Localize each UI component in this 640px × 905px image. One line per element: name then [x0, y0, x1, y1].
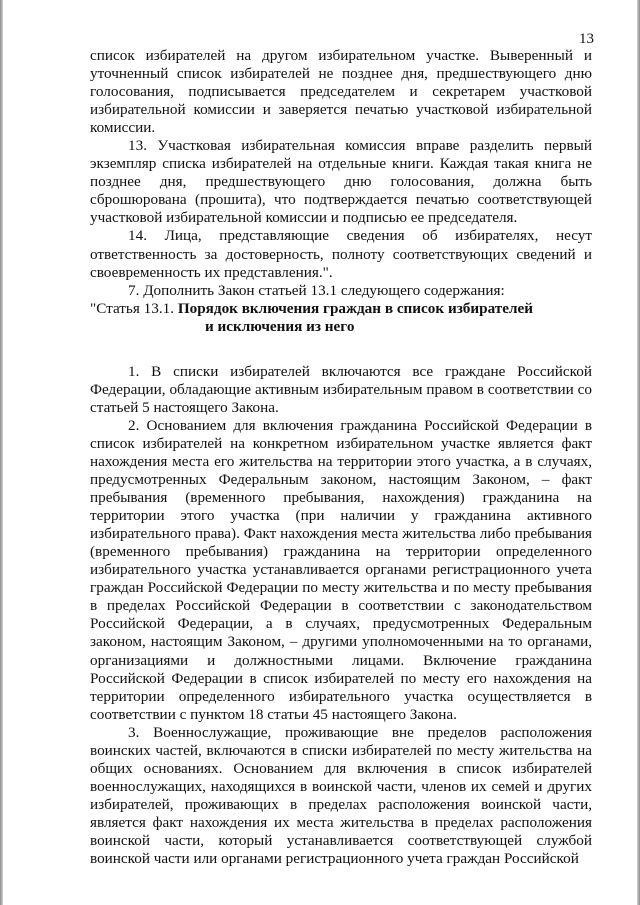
paragraph-item-14: 14. Лица, представляющие сведения об избирателях, несут ответственность за достоверность, полноту соответствующих сведений и своевременность их представления.". — [90, 227, 592, 281]
article-heading — [90, 300, 592, 336]
article-heading-title-line2: и исключения из него — [205, 317, 355, 335]
paragraph-continuation: список избирателей на другом избирательном участке. Выверенный и уточненный список избирателей не позднее дня, предшествующего дню голосования, подписывается председателем и секретарем участковой избирательной комиссии и заверяется печатью участковой избирательной комиссии. — [90, 47, 592, 137]
article-heading-prefix: "Статья 13.1. — [90, 299, 178, 317]
article-paragraph-3: 3. Военнослужащие, проживающие вне пределов расположения воинских частей, включаются в списки избирателей по месту жительства на общих основаниях. Основанием для включения в список избирателей военнослужащих, находящихся в воинской части, членов их семей и других избирателей, проживающих в пределах расположения воинской части, является факт нахождения их места жительства в пределах расположения воинской части, который устанавливается соответствующей службой воинской части или органами регистрационного учета граждан Российской — [90, 723, 592, 868]
article-paragraph-2: 2. Основанием для включения гражданина Российской Федерации в список избирателей на конкретном избирательном участке является факт нахождения места его жительства на территории этого участка, а в случаях, предусмотренных Федеральным законом, настоящим Законом, – факт пребывания (временного пребывания, нахождения) гражданина на территории этого участка (при наличии у гражданина активного избирательного права). Факт нахождения места жительства либо пребывания (временного пребывания) гражданина на территории определенного избирательного участка устанавливается органами регистрационного учета граждан Российской Федерации по месту жительства и по месту пребывания в пределах Российской Федерации в соответствии с законодательством Российской Федерации, а в случаях, предусмотренных Федеральным законом, настоящим Законом, – другими уполномоченными на то органами, организациями и должностными лицами. Включение гражданина Российской Федерации в список избирателей по месту его нахождения на территории определенного избирательного участка осуществляется в соответствии с пунктом 18 статьи 45 настоящего Закона. — [90, 416, 592, 723]
scan-edge-left — [0, 0, 3, 905]
spacer — [90, 336, 592, 363]
article-paragraph-1: 1. В списки избирателей включаются все граждане Российской Федерации, обладающие активным избирательным правом в соответствии со статьей 5 настоящего Закона. — [90, 362, 592, 416]
document-body — [90, 47, 592, 868]
paragraph-amendment-7: 7. Дополнить Закон статьей 13.1 следующего содержания: — [128, 281, 505, 299]
paragraph-item-13: 13. Участковая избирательная комиссия вправе разделить первый экземпляр списка избирателей на отдельные книги. Каждая такая книга не позднее дня, предшествующего дню голосования, должна быть сброшюрована (прошита), что подтверждается печатью соответствующей участковой избирательной комиссии и подписью ее председателя. — [90, 137, 592, 227]
page-number: 13 — [579, 31, 594, 47]
article-heading-title-line1: Порядок включения граждан в список избирателей — [177, 299, 533, 317]
